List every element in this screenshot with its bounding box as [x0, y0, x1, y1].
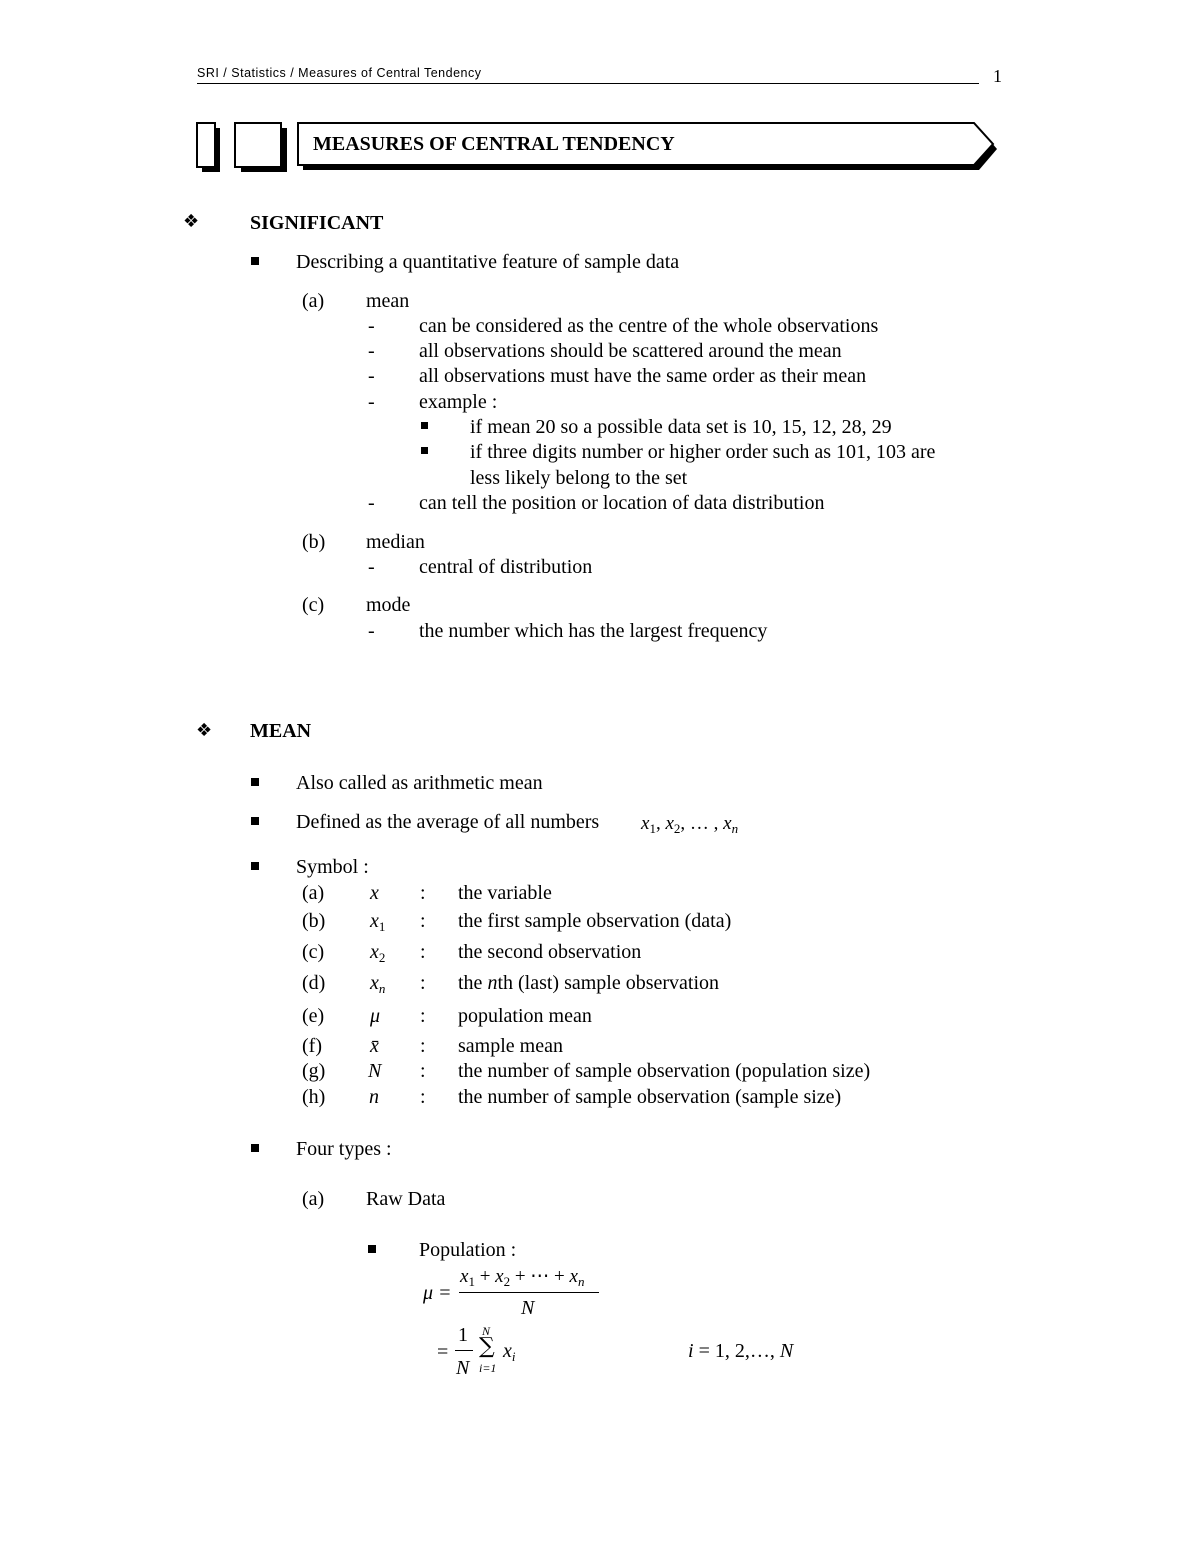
- symbol-label: (e): [302, 1005, 325, 1027]
- point-text: central of distribution: [419, 556, 593, 578]
- symbol-desc: the nth (last) sample observation: [458, 972, 720, 994]
- symbol: x: [370, 882, 379, 904]
- dash: -: [368, 315, 375, 337]
- symbol-colon: :: [420, 1035, 426, 1057]
- symbol-desc: the second observation: [458, 941, 642, 963]
- point-text: can tell the position or location of data distribution: [419, 492, 825, 514]
- symbol-colon: :: [420, 1086, 426, 1108]
- symbol-label: (d): [302, 972, 326, 994]
- point-text: example :: [419, 391, 498, 413]
- symbol-desc: the first sample observation (data): [458, 910, 732, 932]
- bullet-text: Also called as arithmetic mean: [296, 772, 543, 794]
- sub-point-text: if mean 20 so a possible data set is 10, 15, 12, 28, 29: [470, 416, 892, 438]
- point-text: can be considered as the centre of the whole observations: [419, 315, 879, 337]
- bullet-text: Four types :: [296, 1138, 392, 1160]
- symbol-label: (c): [302, 941, 325, 963]
- point-text: the number which has the largest frequency: [419, 620, 768, 642]
- section-heading-significant: SIGNIFICANT: [250, 212, 384, 234]
- formula-eq: =: [437, 1341, 449, 1363]
- type-name: Raw Data: [366, 1188, 446, 1210]
- square-bullet-icon: [251, 817, 259, 825]
- sum-term: $x_i$: [503, 1340, 516, 1364]
- formula-denominator: N: [521, 1297, 535, 1319]
- symbol-desc: the number of sample observation (population size): [458, 1060, 871, 1082]
- symbol-colon: :: [420, 972, 426, 994]
- symbol-colon: :: [420, 882, 426, 904]
- point-text: all observations must have the same order as their mean: [419, 365, 867, 387]
- item-label: (b): [302, 531, 326, 553]
- section-heading-mean: MEAN: [250, 720, 312, 742]
- symbol-label: (h): [302, 1086, 326, 1108]
- symbol-label: (a): [302, 882, 325, 904]
- symbol: $x_n$: [370, 972, 386, 996]
- fraction-bar: [459, 1292, 599, 1293]
- symbol: $x_2$: [370, 941, 386, 965]
- square-bullet-icon: [421, 447, 428, 454]
- bullet-text: Symbol :: [296, 856, 369, 878]
- dash: -: [368, 556, 375, 578]
- sub-point-text: less likely belong to the set: [470, 467, 688, 489]
- header-rule: [197, 83, 979, 84]
- symbol-desc: the variable: [458, 882, 552, 904]
- population-label: Population :: [419, 1239, 517, 1261]
- frac-num: 1: [458, 1324, 468, 1346]
- square-bullet-icon: [251, 1144, 259, 1152]
- symbol: $x_1$: [370, 910, 386, 934]
- bullet-text: Defined as the average of all numbers: [296, 811, 600, 833]
- square-bullet-icon: [251, 778, 259, 786]
- symbol-colon: :: [420, 941, 426, 963]
- square-bullet-icon: [368, 1245, 376, 1253]
- symbol: N: [368, 1060, 382, 1082]
- diamond-bullet-icon: ❖: [183, 211, 200, 232]
- item-term: mode: [366, 594, 411, 616]
- item-label: (c): [302, 594, 325, 616]
- sum-upper: N: [482, 1324, 491, 1338]
- bullet-text: Describing a quantitative feature of sample data: [296, 251, 680, 273]
- symbol-desc: sample mean: [458, 1035, 563, 1057]
- symbol: μ: [370, 1005, 381, 1027]
- symbol-label: (g): [302, 1060, 326, 1082]
- diamond-bullet-icon: ❖: [196, 720, 213, 741]
- symbol-label: (b): [302, 910, 326, 932]
- type-label: (a): [302, 1188, 325, 1210]
- page-title: MEASURES OF CENTRAL TENDENCY: [313, 133, 675, 155]
- defined-math: $x_1$, $x_2$, … , $x_n$: [641, 813, 739, 836]
- symbol: n: [369, 1086, 379, 1108]
- item-term: mean: [366, 290, 410, 312]
- symbol-desc: the number of sample observation (sample size): [458, 1086, 842, 1108]
- sub-point-text: if three digits number or higher order such as 101, 103 are: [470, 441, 936, 463]
- square-bullet-icon: [421, 422, 428, 429]
- symbol-colon: :: [420, 1060, 426, 1082]
- point-text: all observations should be scattered around the mean: [419, 340, 842, 362]
- symbol-colon: :: [420, 1005, 426, 1027]
- dash: -: [368, 620, 375, 642]
- sum-lower: i=1: [479, 1361, 497, 1375]
- sigma-icon: ∑: [479, 1334, 495, 1359]
- symbol-colon: :: [420, 910, 426, 932]
- dash: -: [368, 340, 375, 362]
- formula-numerator: $x_1 + x_2$ + ⋯ + $x_n$: [460, 1266, 585, 1289]
- dash: -: [368, 391, 375, 413]
- item-term: median: [366, 531, 425, 553]
- page-number: 1: [993, 66, 1002, 86]
- item-label: (a): [302, 290, 325, 312]
- square-bullet-icon: [251, 257, 259, 265]
- formula-lhs: μ =: [423, 1282, 452, 1304]
- symbol-label: (f): [302, 1035, 322, 1057]
- running-header: SRI / Statistics / Measures of Central Tendency: [197, 66, 482, 80]
- frac-den: N: [456, 1357, 470, 1379]
- symbol: x̄: [370, 1035, 379, 1057]
- dash: -: [368, 365, 375, 387]
- square-bullet-icon: [251, 862, 259, 870]
- fraction-bar: [455, 1350, 473, 1351]
- symbol-desc: population mean: [458, 1005, 592, 1027]
- dash: -: [368, 492, 375, 514]
- index-range: i = 1, 2,…, N: [688, 1340, 794, 1362]
